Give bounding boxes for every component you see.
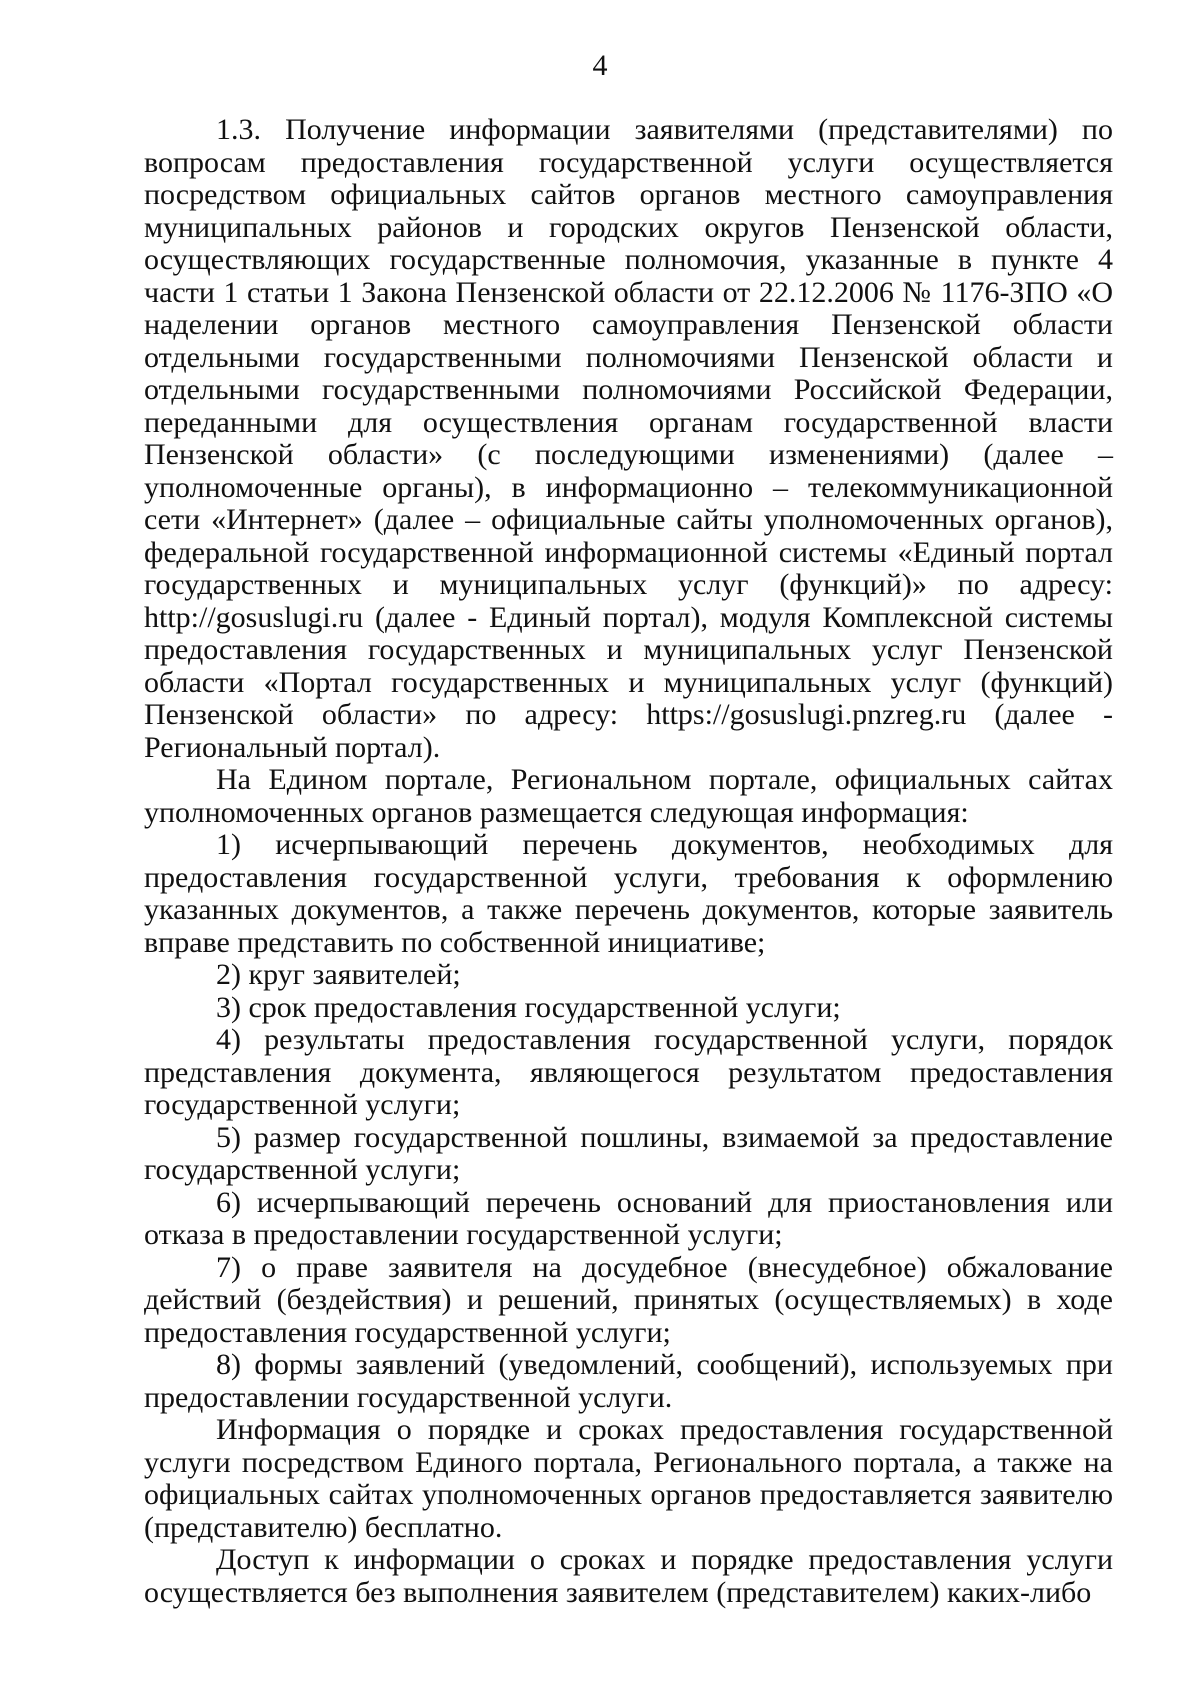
- paragraph-access-conditions: Доступ к информации о сроках и порядке предоставления услуги осуществляется без выполнения заявителем (представителем) каких-либо: [144, 1543, 1113, 1609]
- list-item-7-appeal-rights: 7) о праве заявителя на досудебное (внесудебное) обжалование действий (бездействия) и решений, принятых (осуществляемых) в ходе предоставления государственной услуги;: [144, 1250, 1113, 1349]
- list-item-4-results: 4) результаты предоставления государственной услуги, порядок представления документа, являющегося результатом предоставления государственной услуги;: [144, 1023, 1113, 1121]
- list-item-3-term: 3) срок предоставления государственной услуги;: [216, 990, 841, 1024]
- list-item-5-fee: 5) размер государственной пошлины, взимаемой за предоставление государственной услуги;: [144, 1120, 1113, 1186]
- list-item-6-grounds: 6) исчерпывающий перечень оснований для приостановления или отказа в предоставлении государственной услуги;: [144, 1185, 1113, 1251]
- list-item-2-applicants: 2) круг заявителей;: [216, 958, 461, 991]
- paragraph-1-3-information: 1.3. Получение информации заявителями (представителями) по вопросам предоставления государственной услуги осуществляется посредством официальных сайтов органов местного самоуправления муниципальных районов и городских округов Пензенской области, осуществляющих государственные полномочия, указанные в пункте 4 части 1 статьи 1 Закона Пензенской области от 22.12.2006 № 1176-ЗПО «О наделении органов местного самоуправления Пензенской области отдельными государственными полномочиями Пензенской области и отдельными государственными полномочиями Российской Федерации, переданными для осуществления органам государственной власти Пензенской области» (с последующими изменениями) (далее – уполномоченные органы), в информационно – телекоммуникационной сети «Интернет» (далее – официальные сайты уполномоченных органов), федеральной государственной информационной системы «Единый портал государственных и муниципальных услуг (функций)» по адресу: http://gosuslugi.ru (далее - Единый портал), модуля Комплексной системы предоставления государственных и муниципальных услуг Пензенской области «Портал государственных и муниципальных услуг (функций) Пензенской области» по адресу: https://gosuslugi.pnzreg.ru (далее - Региональный портал).: [144, 113, 1113, 764]
- page-number: 4: [592, 49, 608, 82]
- paragraph-portal-info-intro: На Едином портале, Региональном портале, официальных сайтах уполномоченных органов размещается следующая информация:: [144, 763, 1113, 829]
- list-item-8-forms: 8) формы заявлений (уведомлений, сообщений), используемых при предоставлении государственной услуги.: [144, 1348, 1113, 1414]
- paragraph-free-of-charge: Информация о порядке и сроках предоставления государственной услуги посредством Единого портала, Регионального портала, а также на официальных сайтах уполномоченных органов предоставляется заявителю (представителю) бесплатно.: [144, 1413, 1113, 1544]
- list-item-1-documents: 1) исчерпывающий перечень документов, необходимых для предоставления государственной услуги, требования к оформлению указанных документов, а также перечень документов, которые заявитель вправе представить по собственной инициативе;: [144, 828, 1113, 959]
- document-body: [144, 114, 1113, 1609]
